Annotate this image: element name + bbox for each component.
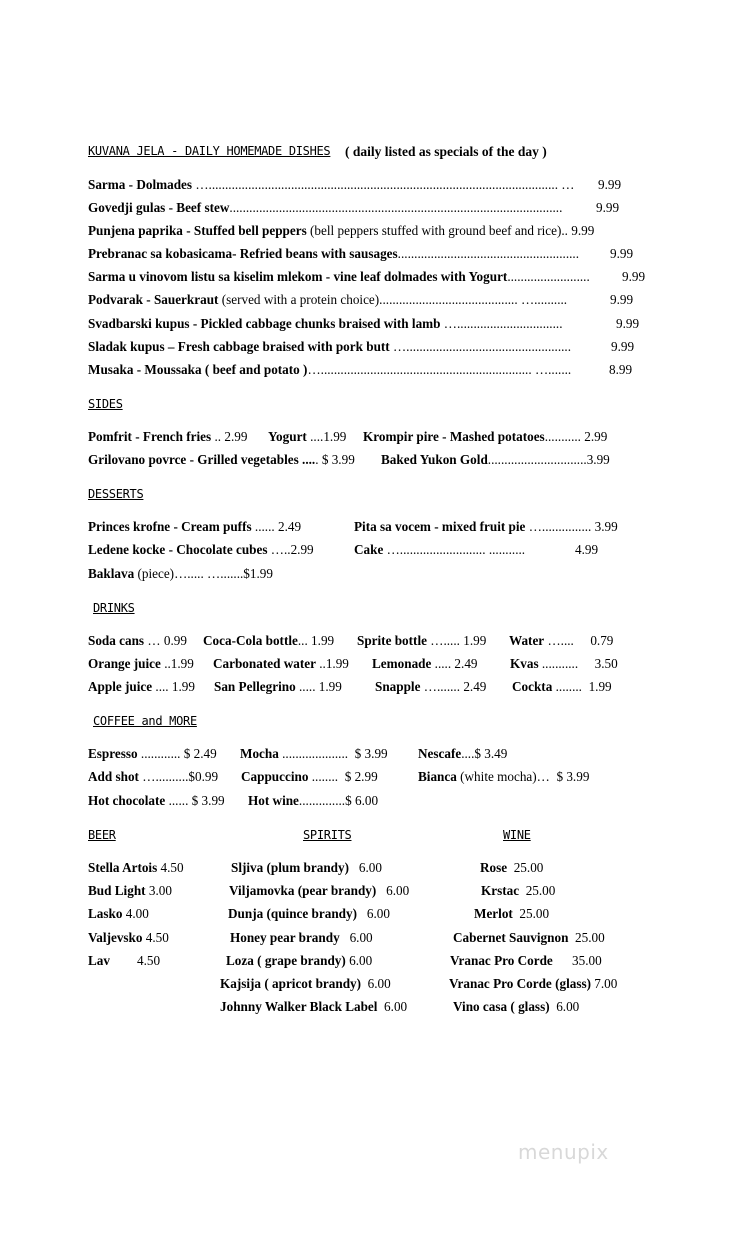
menu-item: Sarma - Dolmades ….......................................................................................................... … [88, 177, 575, 192]
menu-item: Lemonade ..... 2.49 [372, 656, 478, 671]
menu-item: Baklava (piece)…..... ….......$1.99 [88, 566, 273, 581]
menu-item: Ledene kocke - Chocolate cubes …..2.99 [88, 542, 314, 557]
menu-item: Apple juice .... 1.99 [88, 679, 195, 694]
beer-item: Valjevsko 4.50 [88, 930, 169, 945]
section-heading-wine: WINE [503, 828, 531, 842]
menu-item-price: 9.99 [622, 269, 646, 284]
menu-item: Soda cans … 0.99 [88, 633, 187, 648]
menu-item: Kvas ........... 3.50 [510, 656, 618, 671]
menu-item: Cake ….......................... ........... [354, 542, 526, 557]
menu-item: Espresso ............ $ 2.49 [88, 746, 217, 761]
menu-item: Yogurt ....1.99 [268, 429, 347, 444]
menu-item-price: 8.99 [609, 362, 633, 377]
menupix-watermark: menupix [518, 1140, 609, 1164]
menu-item: Pomfrit - French fries .. 2.99 [88, 429, 248, 444]
section-heading-beer: BEER [88, 828, 116, 842]
menu-item: Add shot …..........$0.99 [88, 769, 219, 784]
spirits-item: Viljamovka (pear brandy) 6.00 [229, 883, 410, 898]
menu-item-price: 9.99 [598, 177, 622, 192]
beer-item: Lav [88, 953, 110, 968]
menu-item: San Pellegrino ..... 1.99 [214, 679, 342, 694]
spirits-item: Johnny Walker Black Label 6.00 [220, 999, 408, 1014]
wine-item: Merlot 25.00 [474, 906, 550, 921]
beer-item-price: 4.50 [137, 953, 161, 968]
spirits-item: Sljiva (plum brandy) 6.00 [231, 860, 382, 875]
section-heading-coffee: COFFEE and MORE [93, 714, 197, 728]
menu-item-price: 4.99 [575, 542, 599, 557]
menu-item: Cappuccino ........ $ 2.99 [241, 769, 378, 784]
menu-item: Musaka - Moussaka ( beef and potato )…................................................................ …....... [88, 362, 572, 377]
menu-item: Podvarak - Sauerkraut (served with a protein choice).......................................... ….......... [88, 292, 568, 307]
spirits-item: Loza ( grape brandy) 6.00 [226, 953, 373, 968]
menu-item: Snapple …....... 2.49 [375, 679, 487, 694]
wine-item-price: 35.00 [572, 953, 602, 968]
kuvana-note: ( daily listed as specials of the day ) [345, 144, 547, 159]
menu-item: Nescafe....$ 3.49 [418, 746, 508, 761]
menu-item: Sarma u vinovom listu sa kiselim mlekom - vine leaf dolmades with Yogurt......................... [88, 269, 590, 284]
section-heading-drinks: DRINKS [93, 601, 135, 615]
wine-item: Vranac Pro Corde [450, 953, 553, 968]
menu-item-price: 9.99 [610, 246, 634, 261]
menu-item: Prebranac sa kobasicama- Refried beans with sausages....................................................... [88, 246, 579, 261]
menu-item-price: 9.99 [611, 339, 635, 354]
wine-item: Rose 25.00 [480, 860, 544, 875]
section-heading-sides: SIDES [88, 397, 123, 411]
menu-item: Sprite bottle …..... 1.99 [357, 633, 487, 648]
menu-item: Krompir pire - Mashed potatoes........... 2.99 [363, 429, 608, 444]
section-heading-desserts: DESSERTS [88, 487, 144, 501]
menu-item: Punjena paprika - Stuffed bell peppers (bell peppers stuffed with ground beef and rice).. 9.99 [88, 223, 595, 238]
menu-item: Princes krofne - Cream puffs ...... 2.49 [88, 519, 302, 534]
menu-item: Pita sa vocem - mixed fruit pie …............... 3.99 [354, 519, 618, 534]
beer-item: Bud Light 3.00 [88, 883, 172, 898]
wine-item: Krstac 25.00 [481, 883, 556, 898]
menu-item: Hot wine..............$ 6.00 [248, 793, 379, 808]
beer-item: Stella Artois 4.50 [88, 860, 184, 875]
menu-item-price: 9.99 [616, 316, 640, 331]
section-heading-spirits: SPIRITS [303, 828, 352, 842]
menu-item: Sladak kupus – Fresh cabbage braised with pork butt ….................................................. [88, 339, 572, 354]
wine-item: Vranac Pro Corde (glass) 7.00 [449, 976, 618, 991]
menu-item: Bianca (white mocha)… $ 3.99 [418, 769, 590, 784]
menu-item: Govedji gulas - Beef stew..................................................................................................... [88, 200, 563, 215]
spirits-item: Honey pear brandy 6.00 [230, 930, 373, 945]
beer-item: Lasko 4.00 [88, 906, 149, 921]
wine-item: Cabernet Sauvignon 25.00 [453, 930, 605, 945]
menu-item-price: 9.99 [596, 200, 620, 215]
menu-item: Grilovano povrce - Grilled vegetables ..... $ 3.99 [88, 452, 355, 467]
menu-item-price: 9.99 [610, 292, 634, 307]
wine-item: Vino casa ( glass) 6.00 [453, 999, 580, 1014]
menu-item: Coca-Cola bottle... 1.99 [203, 633, 335, 648]
menu-item: Carbonated water ..1.99 [213, 656, 349, 671]
menu-item: Mocha .................... $ 3.99 [240, 746, 388, 761]
spirits-item: Dunja (quince brandy) 6.00 [228, 906, 390, 921]
menu-item: Hot chocolate ...... $ 3.99 [88, 793, 225, 808]
menu-item: Orange juice ..1.99 [88, 656, 194, 671]
spirits-item: Kajsija ( apricot brandy) 6.00 [220, 976, 391, 991]
menu-item: Water ….... 0.79 [509, 633, 614, 648]
menu-item: Svadbarski kupus - Pickled cabbage chunks braised with lamb …................................ [88, 316, 563, 331]
menu-item: Baked Yukon Gold..............................3.99 [381, 452, 610, 467]
section-heading-kuvana: KUVANA JELA - DAILY HOMEMADE DISHES [88, 144, 331, 158]
menu-item: Cockta ........ 1.99 [512, 679, 612, 694]
